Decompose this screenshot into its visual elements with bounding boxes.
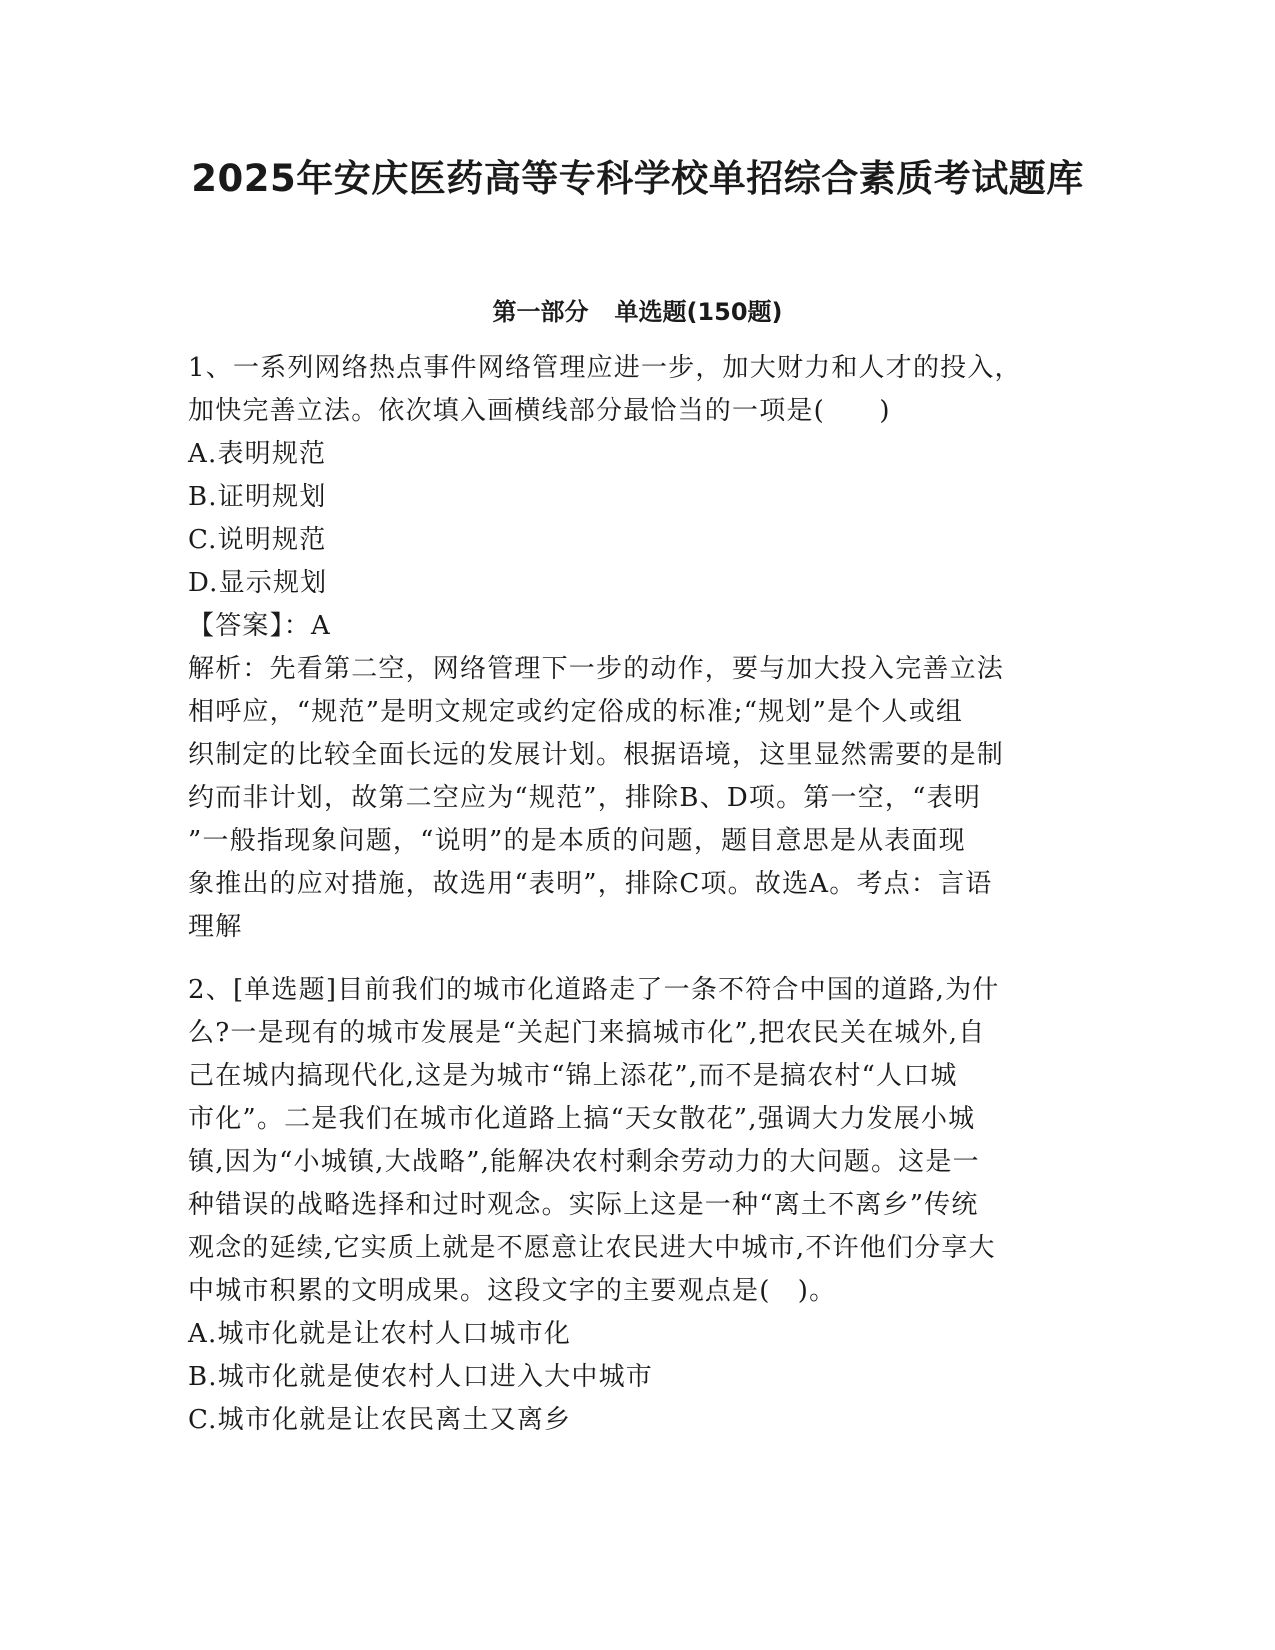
analysis-line: ”一般指现象问题，“说明”的是本质的问题，题目意思是从表面现: [188, 826, 966, 856]
question-2: [188, 969, 1088, 1442]
stem-line: 2、[单选题]目前我们的城市化道路走了一条不符合中国的道路,为什: [188, 975, 1000, 1005]
section-heading: [0, 292, 1275, 327]
stem-line: 中城市积累的文明成果。这段文字的主要观点是( )。: [188, 1276, 837, 1306]
option-a: A.表明规范: [188, 439, 327, 469]
option-c: C.说明规范: [188, 525, 327, 555]
analysis: [188, 648, 1088, 949]
option-b: B.证明规划: [188, 482, 327, 512]
option-a: A.城市化就是让农村人口城市化: [188, 1319, 572, 1349]
section-label: 第一部分: [492, 298, 589, 326]
stem-line: 市化”。二是我们在城市化道路上搞“天女散花”,强调大力发展小城: [188, 1104, 976, 1134]
stem-line: 加快完善立法。依次填入画横线部分最恰当的一项是( ): [188, 396, 891, 426]
analysis-line: 解析：先看第二空，网络管理下一步的动作，要与加大投入完善立法: [188, 654, 1005, 684]
stem-line: 1、一系列网络热点事件网络管理应进一步，加大财力和人才的投入，: [188, 353, 1022, 383]
analysis-line: 象推出的应对措施，故选用“表明”，排除C项。故选A。考点：言语: [188, 869, 993, 899]
stem-line: 镇,因为“小城镇,大战略”,能解决农村剩余劳动力的大问题。这是一: [188, 1147, 980, 1177]
section-name: 单选题(150题): [614, 298, 783, 326]
stem-line: 己在城内搞现代化,这是为城市“锦上添花”,而不是搞农村“人口城: [188, 1061, 958, 1091]
analysis-line: 相呼应，“规范”是明文规定或约定俗成的标准;“规划”是个人或组: [188, 697, 964, 727]
stem-line: 么?一是现有的城市发展是“关起门来搞城市化”,把农民关在城外,自: [188, 1018, 986, 1048]
document-body: [188, 347, 1088, 1462]
option-c: C.城市化就是让农民离土又离乡: [188, 1405, 572, 1435]
document-title: 2025年安庆医药高等专科学校单招综合素质考试题库: [191, 157, 1084, 200]
question-stem: [188, 347, 1088, 433]
answer: 【答案】：A: [188, 611, 331, 641]
analysis-line: 约而非计划，故第二空应为“规范”，排除B、D项。第一空，“表明: [188, 783, 982, 813]
stem-line: 观念的延续,它实质上就是不愿意让农民进大中城市,不许他们分享大: [188, 1233, 996, 1263]
analysis-line: 理解: [188, 912, 243, 942]
analysis-line: 织制定的比较全面长远的发展计划。根据语境，这里显然需要的是制: [188, 740, 1005, 770]
option-b: B.城市化就是使农村人口进入大中城市: [188, 1362, 653, 1392]
option-d: D.显示规划: [188, 568, 328, 598]
question-1: [188, 347, 1088, 949]
question-stem: [188, 969, 1088, 1313]
stem-line: 种错误的战略选择和过时观念。实际上这是一种“离土不离乡”传统: [188, 1190, 979, 1220]
